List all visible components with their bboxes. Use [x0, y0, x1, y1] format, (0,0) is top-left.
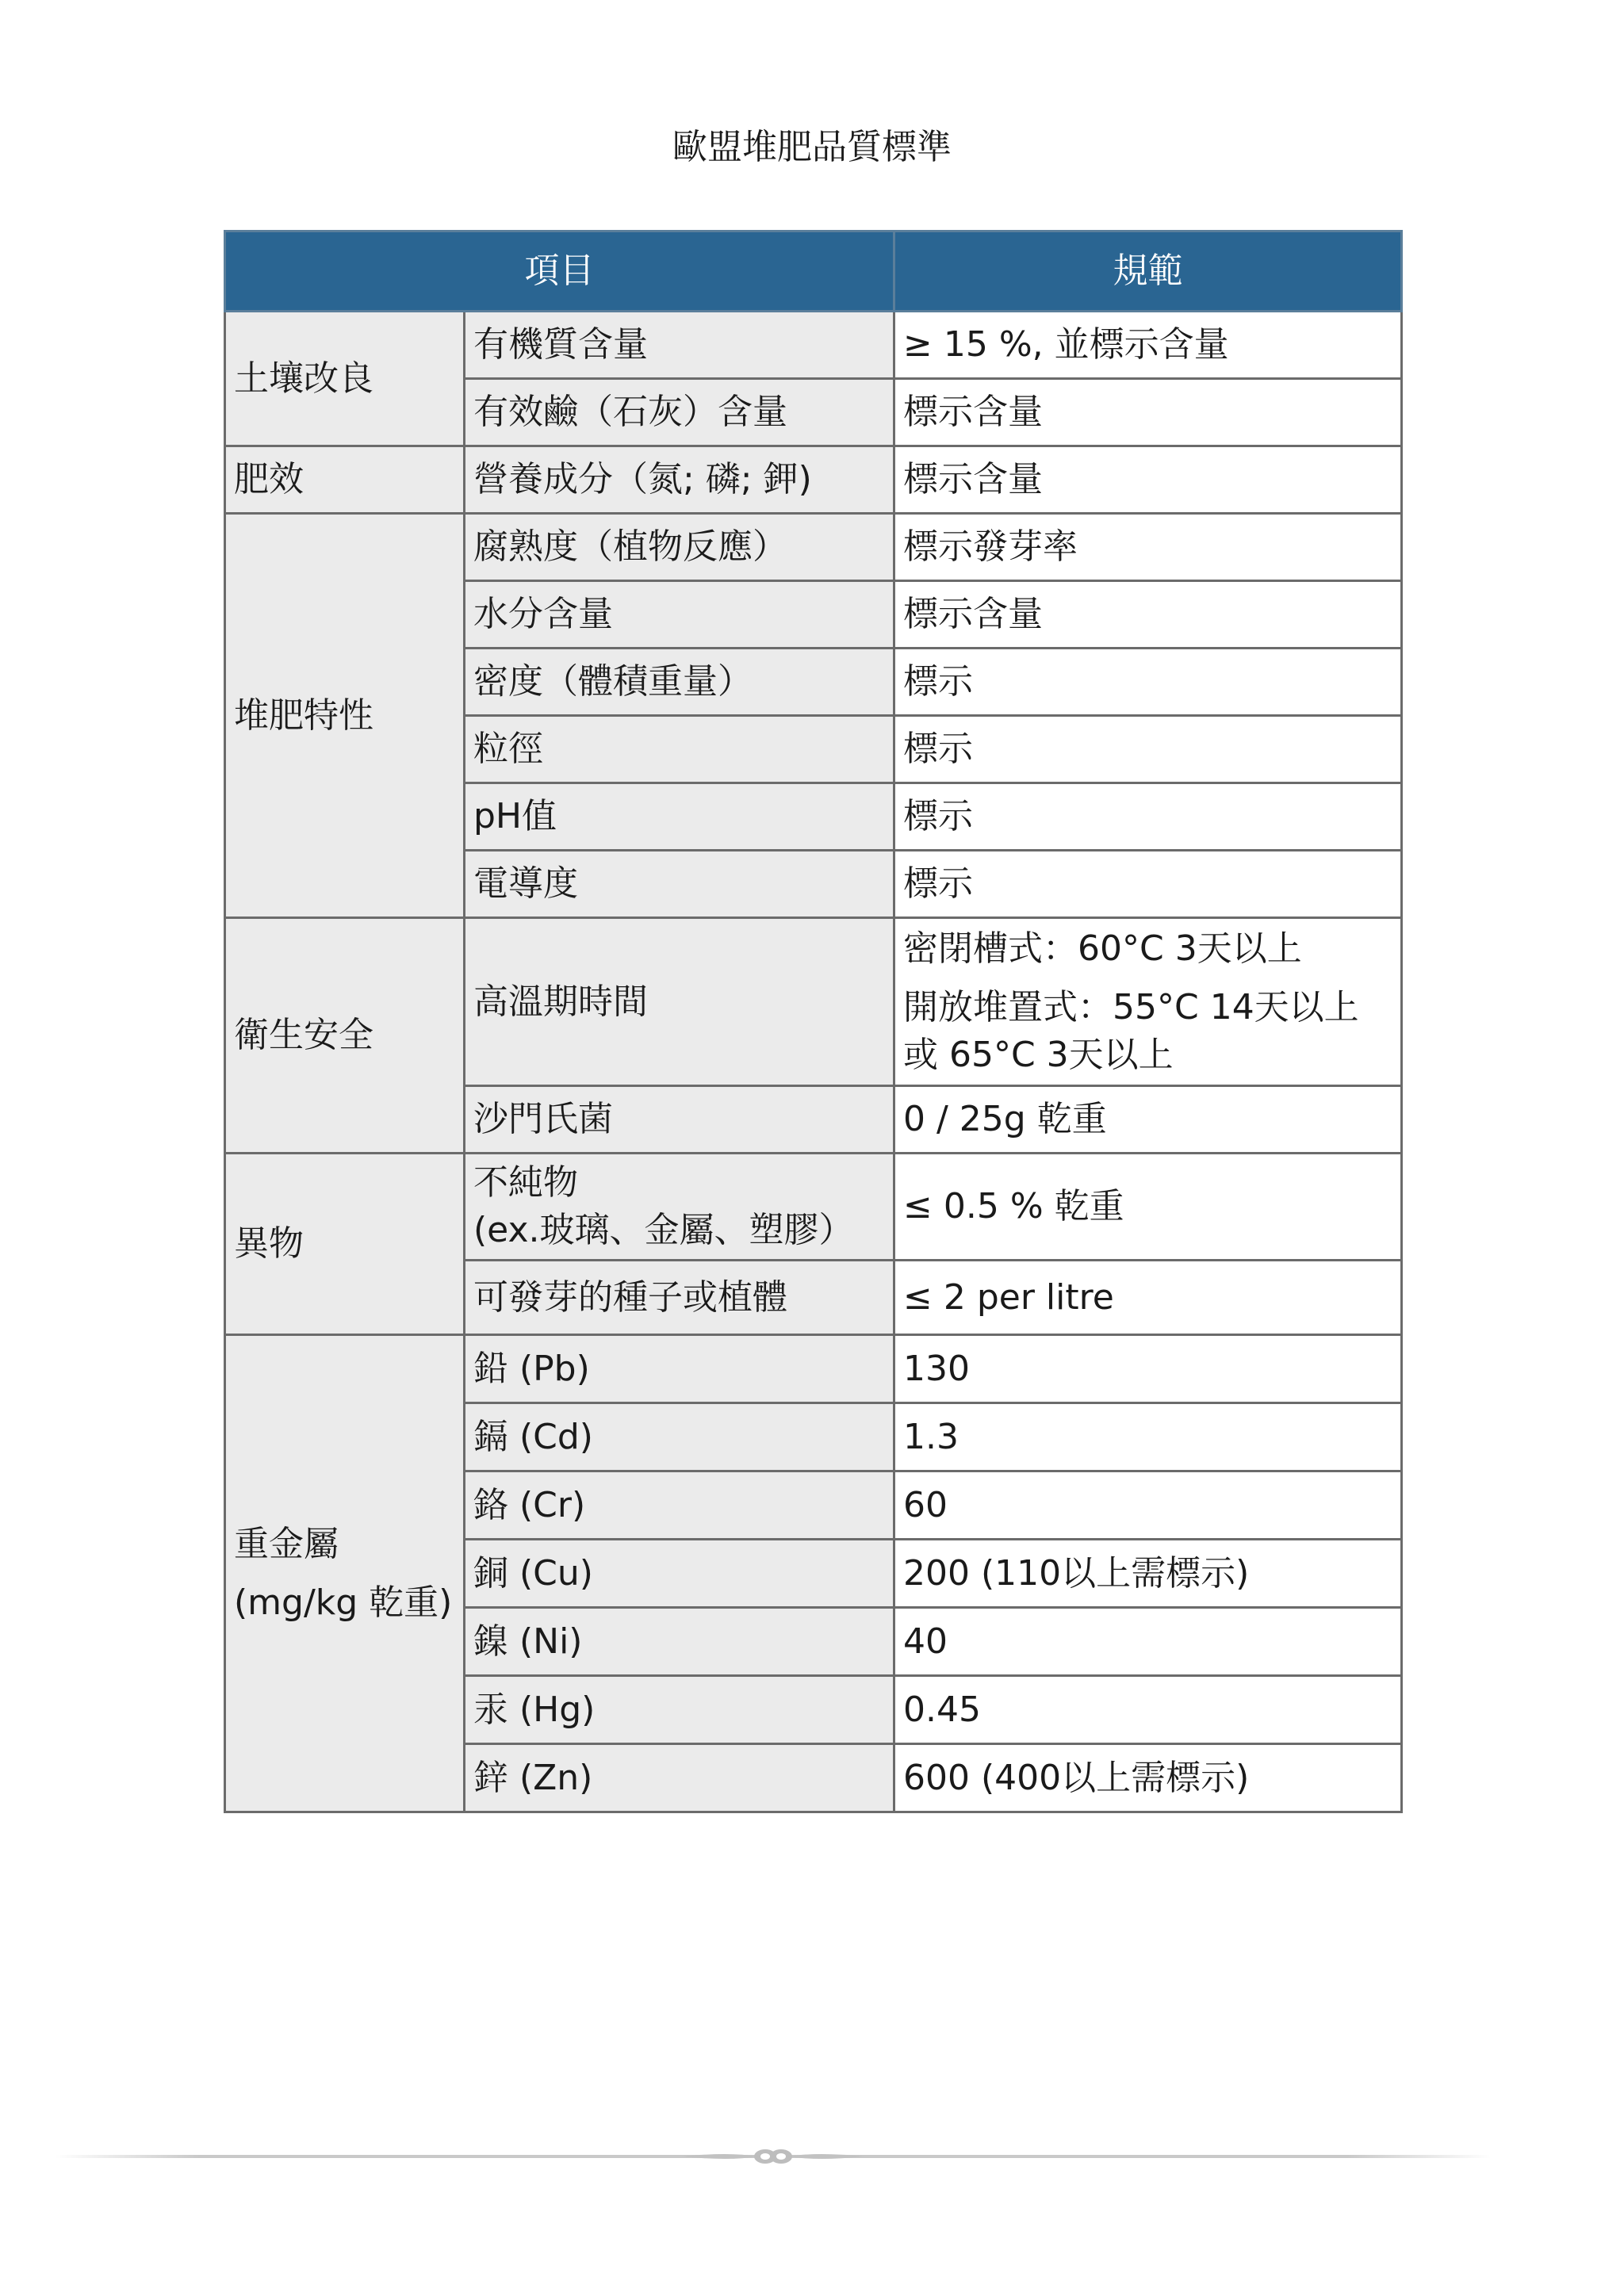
item-cell: 汞 (Hg) — [465, 1676, 894, 1744]
spec-cell: 1.3 — [894, 1403, 1402, 1471]
category-cell: 衛生安全 — [225, 918, 465, 1154]
item-cell: 有機質含量 — [465, 312, 894, 379]
category-cell — [225, 1335, 465, 1812]
spec-cell: 600 (400以上需標示) — [894, 1744, 1402, 1812]
spec-cell: ≥ 15 %, 並標示含量 — [894, 312, 1402, 379]
category-line: 重金屬 — [234, 1523, 339, 1564]
spec-cell: 60 — [894, 1471, 1402, 1540]
item-cell: 鎳 (Ni) — [465, 1608, 894, 1676]
spec-cell: ≤ 2 per litre — [894, 1261, 1402, 1335]
category-cell: 土壤改良 — [225, 312, 465, 446]
item-cell: 鉻 (Cr) — [465, 1471, 894, 1540]
spec-line: 或 65°C 3天以上 — [903, 1034, 1174, 1075]
item-cell: 可發芽的種子或植體 — [465, 1261, 894, 1335]
spec-cell: 標示 — [894, 783, 1402, 851]
item-line: 不純物 — [473, 1162, 578, 1203]
spec-line: 密閉槽式：60°C 3天以上 — [903, 928, 1302, 969]
item-cell: pH值 — [465, 783, 894, 851]
item-cell: 腐熟度（植物反應） — [465, 514, 894, 581]
item-cell: 有效鹼（石灰）含量 — [465, 379, 894, 446]
spec-cell: 0 / 25g 乾重 — [894, 1086, 1402, 1154]
table-header-row — [225, 232, 1402, 312]
item-line: (ex.玻璃、金屬、塑膠） — [473, 1210, 854, 1250]
header-spec: 規範 — [894, 232, 1402, 312]
footer-ornament-icon — [682, 2141, 864, 2172]
spec-cell: 標示發芽率 — [894, 514, 1402, 581]
spec-cell: 標示 — [894, 716, 1402, 783]
item-cell: 水分含量 — [465, 581, 894, 649]
item-cell: 電導度 — [465, 851, 894, 918]
page-title: 歐盟堆肥品質標準 — [672, 127, 952, 167]
spec-cell: 130 — [894, 1335, 1402, 1403]
item-cell: 粒徑 — [465, 716, 894, 783]
item-cell: 密度（體積重量） — [465, 649, 894, 716]
spec-cell: 標示含量 — [894, 379, 1402, 446]
compost-standard-table — [224, 230, 1403, 1813]
spec-cell: 40 — [894, 1608, 1402, 1676]
spec-cell: 標示 — [894, 851, 1402, 918]
item-cell: 鎘 (Cd) — [465, 1403, 894, 1471]
item-cell: 高溫期時間 — [465, 918, 894, 1086]
table-row — [225, 1154, 1402, 1261]
category-cell: 異物 — [225, 1154, 465, 1335]
item-cell — [465, 1154, 894, 1261]
category-cell: 肥效 — [225, 446, 465, 514]
table-row — [225, 918, 1402, 1086]
category-line: (mg/kg 乾重) — [234, 1582, 453, 1623]
table-row — [225, 446, 1402, 514]
header-item: 項目 — [225, 232, 894, 312]
item-cell: 銅 (Cu) — [465, 1540, 894, 1608]
table-row — [225, 1335, 1402, 1403]
item-cell: 營養成分（氮; 磷; 鉀) — [465, 446, 894, 514]
spec-cell: 0.45 — [894, 1676, 1402, 1744]
table-row — [225, 312, 1402, 379]
spec-cell — [894, 918, 1402, 1086]
item-cell: 鋅 (Zn) — [465, 1744, 894, 1812]
spec-cell: 200 (110以上需標示) — [894, 1540, 1402, 1608]
table-row — [225, 514, 1402, 581]
spec-cell: 標示 — [894, 649, 1402, 716]
category-cell: 堆肥特性 — [225, 514, 465, 918]
item-cell: 鉛 (Pb) — [465, 1335, 894, 1403]
spec-cell: ≤ 0.5 % 乾重 — [894, 1154, 1402, 1261]
spec-cell: 標示含量 — [894, 581, 1402, 649]
spec-line: 開放堆置式：55°C 14天以上 — [903, 986, 1359, 1027]
spec-cell: 標示含量 — [894, 446, 1402, 514]
item-cell: 沙門氏菌 — [465, 1086, 894, 1154]
